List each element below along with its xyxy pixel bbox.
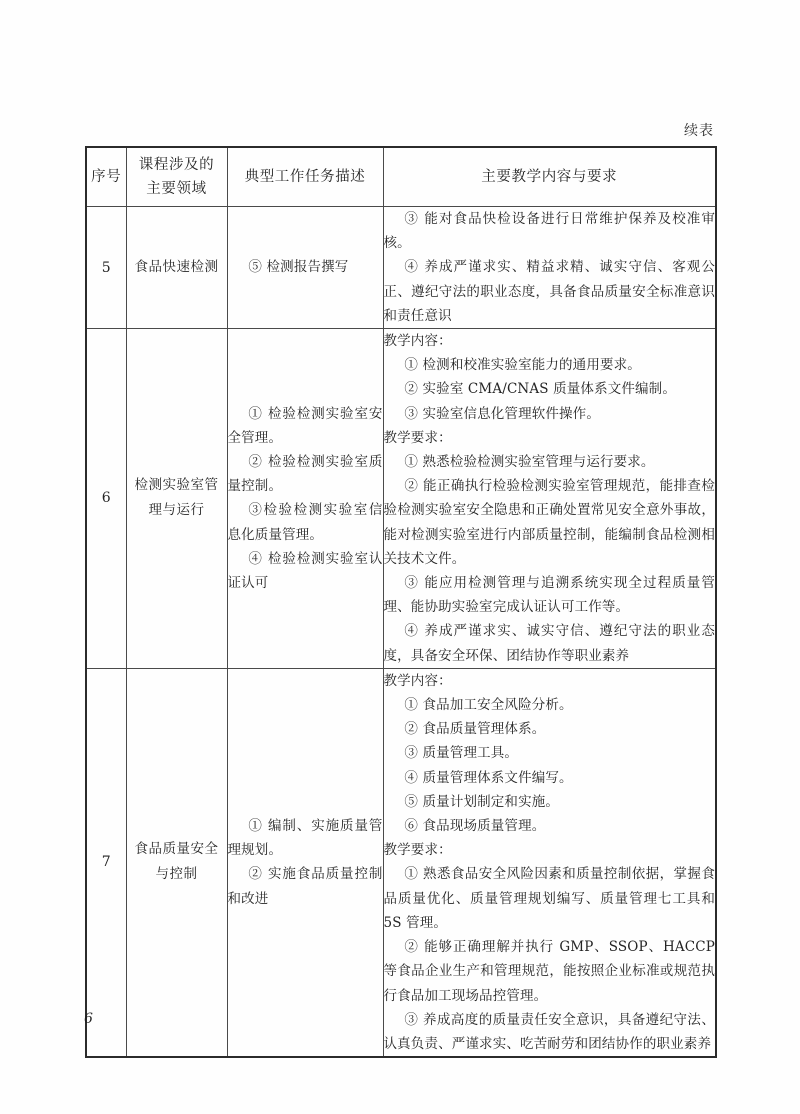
header-cell-task: 典型工作任务描述 xyxy=(227,147,383,207)
task-item: ② 检验检测实验室质量控制。 xyxy=(227,454,383,495)
content-item: ① 食品加工安全风险分析。 xyxy=(404,697,573,714)
content-item: ① 检测和校准实验室能力的通用要求。 xyxy=(404,357,641,374)
table-row xyxy=(86,668,716,1057)
task-item: ② 实施食品质量控制和改进 xyxy=(227,866,383,907)
content-item: ⑥ 食品现场质量管理。 xyxy=(404,818,546,835)
row-domain-line2: 理与运行 xyxy=(148,502,205,519)
row-tasks xyxy=(227,668,383,1057)
table-header-row xyxy=(86,147,716,207)
content-item: ③ 能应用检测管理与追溯系统实现全过程质量管理、能协助实验室完成认证认可工作等。 xyxy=(383,575,715,616)
curriculum-table xyxy=(85,146,717,1058)
row-domain-line1: 食品快速检测 xyxy=(134,259,219,275)
header-domain-line1: 课程涉及的 xyxy=(138,157,215,173)
row-number: 5 xyxy=(86,207,126,329)
page-number: 6 xyxy=(84,1011,93,1027)
content-item: ④ 养成严谨求实、精益求精、诚实守信、客观公正、遵纪守法的职业态度，具备食品质量安全标准意识和责任意识 xyxy=(383,259,715,324)
task-item: ③检验检测实验室信息化质量管理。 xyxy=(227,502,383,543)
row-tasks xyxy=(227,207,383,329)
table-row xyxy=(86,207,716,329)
header-cell-no: 序号 xyxy=(86,147,126,207)
task-item: ① 检验检测实验室安全管理。 xyxy=(227,405,383,446)
content-heading: 教学要求： xyxy=(383,842,452,859)
row-domain-line1: 食品质量安全 xyxy=(134,841,219,858)
row-domain-line2: 与控制 xyxy=(155,866,198,883)
task-item: ⑤ 检测报告撰写 xyxy=(248,259,349,276)
task-item: ① 编制、实施质量管理规划。 xyxy=(227,818,383,859)
curriculum-table-wrapper xyxy=(85,146,715,1058)
row-number: 6 xyxy=(86,329,126,669)
row-domain xyxy=(126,668,227,1057)
row-domain xyxy=(126,329,227,669)
row-content xyxy=(383,207,716,329)
row-domain-line1: 检测实验室管 xyxy=(134,477,219,494)
task-item: ④ 检验检测实验室认证认可 xyxy=(227,550,383,592)
row-content xyxy=(383,668,716,1057)
content-item: ③ 质量管理工具。 xyxy=(404,745,519,762)
continuation-label: 续表 xyxy=(684,123,714,139)
content-item: ④ 质量管理体系文件编写。 xyxy=(404,769,573,786)
row-tasks xyxy=(227,329,383,669)
content-item: ② 食品质量管理体系。 xyxy=(404,721,546,738)
content-item: ③ 能对食品快检设备进行日常维护保养及校准审核。 xyxy=(383,211,715,252)
header-cell-content: 主要教学内容与要求 xyxy=(383,147,716,207)
header-cell-domain xyxy=(126,147,227,207)
row-domain xyxy=(126,207,227,329)
content-heading: 教学内容： xyxy=(383,672,452,689)
header-domain-line2: 主要领域 xyxy=(146,181,207,197)
content-item: ② 能正确执行检验检测实验室管理规范，能排查检验检测实验室安全隐患和正确处置常见安全意外事故，能对检测实验室进行内部质量控制，能编制食品检测相关技术文件。 xyxy=(383,478,715,567)
row-number: 7 xyxy=(86,668,126,1057)
row-content xyxy=(383,329,716,669)
content-heading: 教学内容： xyxy=(383,333,452,350)
content-heading: 教学要求： xyxy=(383,429,452,446)
content-item: ③ 实验室信息化管理软件操作。 xyxy=(404,405,600,422)
content-item: ④ 养成严谨求实、诚实守信、遵纪守法的职业态度，具备安全环保、团结协作等职业素养 xyxy=(383,623,715,664)
content-item: ① 熟悉食品安全风险因素和质量控制依据，掌握食品质量优化、质量管理规划编写、质量管理七工具和 5S 管理。 xyxy=(383,866,715,931)
content-item: ① 熟悉检验检测实验室管理与运行要求。 xyxy=(404,454,655,471)
table-row xyxy=(86,329,716,669)
content-item: ② 能够正确理解并执行 GMP、SSOP、HACCP 等食品企业生产和管理规范，能按照企业标准或规范执行食品加工现场品控管理。 xyxy=(383,939,715,1004)
content-item: ② 实验室 CMA/CNAS 质量体系文件编制。 xyxy=(404,381,676,398)
content-item: ③ 养成高度的质量责任安全意识，具备遵纪守法、认真负责、严谨求实、吃苦耐劳和团结协作的职业素养 xyxy=(383,1011,715,1052)
content-item: ⑤ 质量计划制定和实施。 xyxy=(404,793,560,810)
